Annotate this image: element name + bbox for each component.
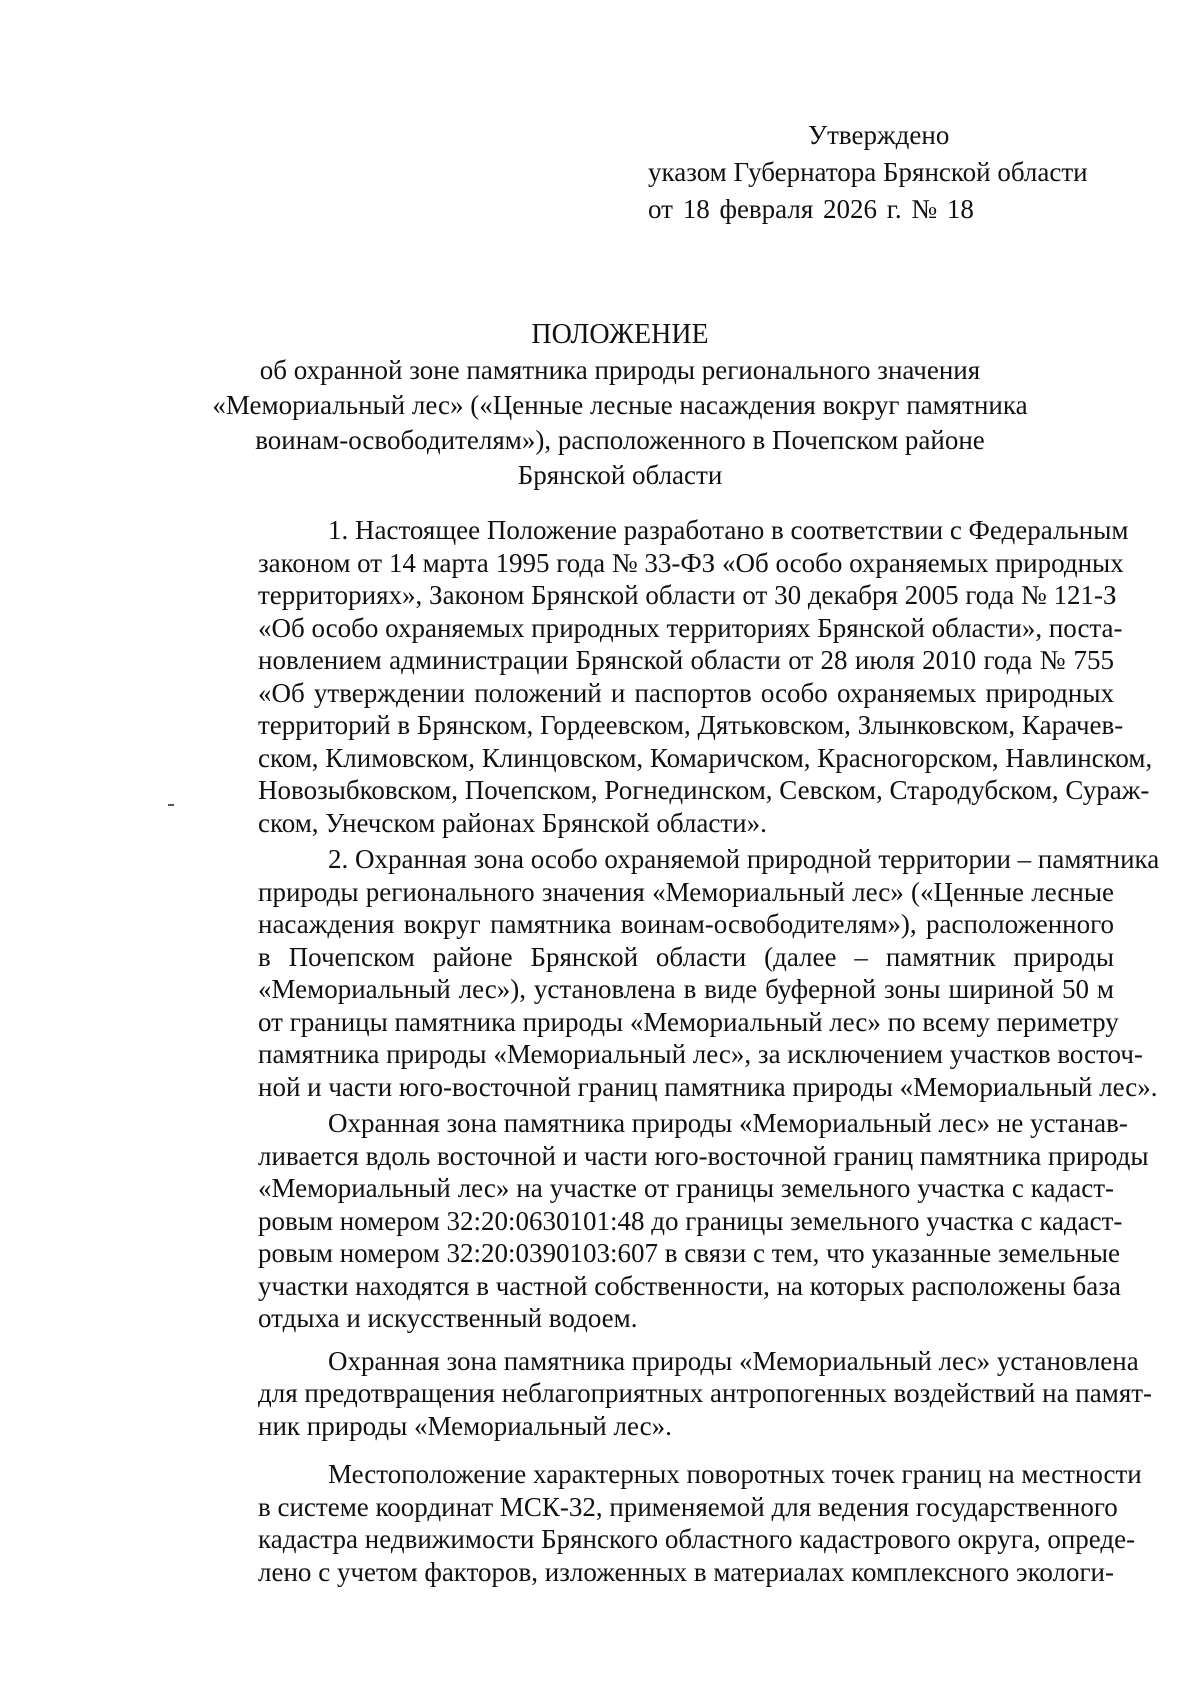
paragraph-line: «Об утверждении положений и паспортов особо охраняемых природных: [258, 677, 1114, 708]
paragraph-line: отдыха и искусственный водоем.: [258, 1303, 638, 1333]
paragraph-line: участки находятся в частной собственности, на которых расположены база: [258, 1270, 1121, 1301]
document-title: ПОЛОЖЕНИЕ: [531, 319, 709, 350]
approval-stamp: [648, 117, 1088, 228]
document-subtitle-line: об охранной зоне памятника природы регионального значения: [259, 355, 981, 385]
paragraph-line: Охранная зона памятника природы «Мемориальный лес» не устанав-: [328, 1108, 1128, 1138]
paragraph-line: кадастра недвижимости Брянского областного кадастрового округа, опреде-: [258, 1524, 1136, 1554]
paragraph-line: 1. Настоящее Положение разработано в соответствии с Федеральным: [328, 515, 1129, 545]
approval-line-decree: указом Губернатора Брянской области: [648, 157, 1088, 187]
paragraph-line: «Мемориальный лес» на участке от границы земельного участка с кадаст-: [258, 1173, 1114, 1203]
document-subtitle-line: воинам-освободителям»), расположенного в Почепском районе: [255, 425, 985, 455]
paragraph-line: для предотвращения неблагоприятных антропогенных воздействий на памят-: [258, 1378, 1153, 1408]
paragraph-line: ском, Унечском районах Брянской области».: [258, 807, 767, 838]
document-subtitle-line: «Мемориальный лес» («Ценные лесные насаждения вокруг памятника: [212, 390, 1028, 420]
paragraph-line: в Почепском районе Брянской области (далее – памятник природы: [258, 941, 1114, 972]
paragraph-line: ной и части юго-восточной границ памятника природы «Мемориальный лес».: [258, 1071, 1158, 1102]
document-subtitle-line: Брянской области: [517, 460, 723, 490]
paragraph: [188, 843, 1160, 1103]
paragraph-line: ском, Климовском, Клинцовском, Комаричском, Красногорском, Навлинском,: [258, 742, 1153, 773]
paragraph-line: ник природы «Мемориальный лес».: [258, 1410, 672, 1441]
paragraph-line: законом от 14 марта 1995 года № 33-ФЗ «Об особо охраняемых природных: [258, 547, 1124, 578]
paragraph: [188, 1458, 1142, 1588]
paragraph-line: «Мемориальный лес»), установлена в виде буферной зоны шириной 50 м: [258, 974, 1114, 1004]
paragraph: [188, 514, 1153, 839]
paragraph-gap: [188, 1442, 1114, 1458]
approval-line-date-number: от 18 февраля 2026 г. № 18: [648, 194, 974, 224]
paragraph: [188, 1345, 1153, 1443]
paragraph-line: ливается вдоль восточной и части юго-восточной границ памятника природы: [258, 1140, 1149, 1171]
paragraph-line: в системе координат МСК-32, применяемой для ведения государственного: [258, 1491, 1118, 1522]
paragraph-line: от границы памятника природы «Мемориальный лес» по всему периметру: [258, 1006, 1119, 1037]
paragraph-line: Новозыбковском, Почепском, Рогнединском, Севском, Стародубском, Сураж-: [258, 775, 1150, 805]
paragraph-line: Охранная зона памятника природы «Мемориальный лес» установлена: [328, 1345, 1139, 1376]
paragraph-gap: [188, 1335, 1114, 1345]
paragraph-line: территориях», Законом Брянской области от 30 декабря 2005 года № 121-З: [258, 580, 1117, 610]
paragraph-line: новлением администрации Брянской области от 28 июля 2010 года № 755: [258, 645, 1114, 675]
paragraph-line: памятника природы «Мемориальный лес», за исключением участков восточ-: [258, 1039, 1143, 1069]
approval-line-approved: Утверждено: [808, 120, 950, 150]
document-body: [188, 514, 1160, 1588]
paragraph-line: территорий в Брянском, Гордеевском, Дятьковском, Злынковском, Карачев-: [258, 710, 1124, 740]
paragraph-line: насаждения вокруг памятника воинам-освободителям»), расположенного: [258, 909, 1114, 939]
paragraph-line: «Об особо охраняемых природных территориях Брянской области», поста-: [258, 612, 1123, 643]
paragraph: [188, 1107, 1149, 1335]
margin-mark: [168, 804, 174, 806]
paragraph-line: лено с учетом факторов, изложенных в материалах комплексного экологи-: [258, 1556, 1114, 1587]
paragraph-line: ровым номером 32:20:0630101:48 до границы земельного участка с кадаст-: [258, 1205, 1123, 1236]
paragraph-line: 2. Охранная зона особо охраняемой природной территории – памятника: [328, 844, 1160, 874]
paragraph-line: Местоположение характерных поворотных точек границ на местности: [328, 1459, 1142, 1489]
document-heading: [190, 317, 1050, 493]
paragraph-line: природы регионального значения «Мемориальный лес» («Ценные лесные: [258, 876, 1114, 907]
paragraph-line: ровым номером 32:20:0390103:607 в связи с тем, что указанные земельные: [258, 1238, 1121, 1268]
